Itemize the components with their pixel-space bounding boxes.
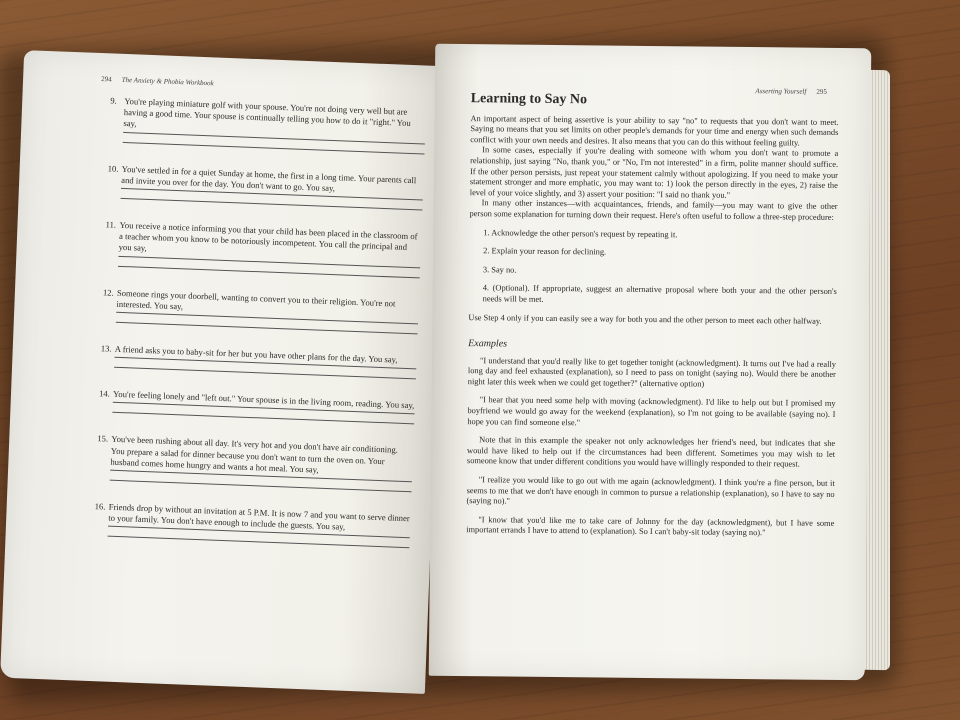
answer-line[interactable] [118, 265, 420, 278]
answer-line[interactable] [116, 322, 418, 335]
answer-line[interactable] [108, 536, 410, 549]
exercise-text: You receive a notice informing you that your child has been placed in the classroom of a teacher whom you know to be notoriously incompetent. You call the principal and you say, [118, 219, 418, 254]
procedure-step: 3. Say no. [482, 264, 517, 275]
answer-line[interactable] [110, 480, 412, 493]
intro-paragraph: In some cases, especially if you're dealing with someone with whom you don't want to promote a relationship, just saying "No, thank you," or "No, I'm not interested" in a firm, polite manner should suffice. If the other person persists, just repeat your statement calmly without apologizing. If you need to make your statement stronger and more emphatic, you may want to: 1) look the person directly in the eyes, 2) raise the level of your voice slightly, and 3) assert your position: "I said no thank you." [469, 145, 839, 200]
example-paragraph: "I hear that you need some help with moving (acknowledgment). I'd like to help out but I promised my boyfriend we would go away for the weekend (explanation), so I'm not going to be available (saying no). I hope you can find someone else." [467, 395, 836, 427]
three-step-procedure [483, 228, 838, 309]
right-page-number: 295 [816, 87, 827, 96]
right-running-head [755, 87, 826, 96]
procedure-step: 2. Explain your reason for declining. [483, 246, 607, 257]
note-paragraph: Note that in this example the speaker not only acknowledges her friend's need, but indicates that she would have liked to help out if the circumstances had been different. Sometimes you may wish to let someone know that under different conditions you would have willingly responded to their request. [466, 435, 836, 470]
exercise-item [102, 287, 419, 335]
exercise-list [93, 95, 427, 569]
exercise-number: 9. [110, 95, 117, 106]
step4-note: Use Step 4 only if you can easily see a way for both you and the other person to meet each other halfway. [468, 312, 822, 326]
exercise-number: 10. [107, 162, 119, 174]
examples-heading: Examples [468, 338, 508, 350]
exercise-number: 12. [102, 286, 114, 298]
example-paragraph: "I understand that you'd really like to get together tonight (acknowledgment). It turns out I've had a really long day and feel exhausted (explanation), so I need to pass on tonight (saying no). Would there be another night later this week when we could get together?" (alternative option) [467, 355, 837, 389]
answer-line[interactable] [114, 367, 416, 380]
exercise-item [107, 163, 424, 211]
exercise-item [109, 95, 427, 154]
left-running-head [101, 75, 214, 87]
exercise-text: Someone rings your doorbell, wanting to convert you to their religion. You're not interested. You say, [116, 287, 396, 312]
exercise-text: You've settled in for a quiet Sunday at home, the first in a long time. Your parents call and invite you over for the day. You don't want to go. You say, [121, 163, 417, 193]
exercise-item [94, 501, 411, 549]
exercise-number: 11. [105, 219, 117, 230]
right-running-title: Asserting Yourself [755, 87, 807, 96]
exercise-number: 15. [97, 433, 109, 445]
exercise-text: A friend asks you to baby-sit for her but you have other plans for the day. You say, [114, 343, 398, 365]
example-paragraph: "I know that you'd like me to take care of Johnny for the day (acknowledgment), but I have some important errands I have to attend to (explanation). So I can't baby-sit today (saying no)." [466, 515, 835, 538]
answer-line[interactable] [123, 142, 425, 155]
procedure-step: 1. Acknowledge the other person's request by repeating it. [483, 227, 678, 239]
exercise-item [100, 343, 417, 379]
right-page [429, 44, 872, 681]
procedure-step: 4. (Optional). If appropriate, suggest an alternative proposal where both your and the other person's needs will be met. [482, 283, 837, 304]
exercise-number: 14. [98, 388, 111, 399]
exercise-text: You're feeling lonely and "left out." Your spouse is in the living room, reading. You say, [112, 388, 415, 411]
left-running-title: The Anxiety & Phobia Workbook [121, 75, 214, 88]
exercise-number: 16. [94, 501, 106, 512]
example-paragraph: "I realize you would like to go out with me again (acknowledgment). I think you're a fine person, but it seems to me that we don't have enough in common to pursue a relationship (explanation), so I have to say no (saying no)." [466, 475, 835, 506]
answer-line[interactable] [112, 412, 414, 425]
intro-paragraph: An important aspect of being assertive is your ability to say "no" to requests that you don't want to meet. Saying no means that you set limits on other people's demands for your time and energy when such demands conflict with your own needs and desires. It also means that you can do this without feeling guilty. [470, 113, 839, 148]
exercise-item [98, 388, 415, 424]
section-title: Learning to Say No [470, 91, 588, 108]
exercise-item [104, 219, 422, 278]
exercise-item [96, 434, 414, 493]
left-page-number: 294 [101, 75, 112, 84]
intro-paragraph: In many other instances—with acquaintances, friends, and family—you may want to give the other person some explanation for turning down their request. Here's often useful to follow a three-step procedure: [469, 198, 838, 222]
exercise-number: 13. [100, 343, 112, 354]
exercise-text: You've been rushing about all day. It's very hot and you don't have air conditioning. You prepare a salad for dinner because you don't want to turn the oven on. Your husband comes home hungry and wants a hot meal. You say, [110, 434, 399, 475]
left-page [0, 50, 449, 694]
exercise-text: You're playing miniature golf with your spouse. You're not doing very well but are having a good time. Your spouse is continually telling you how to do it "right." You say, [123, 95, 411, 129]
answer-line[interactable] [121, 198, 423, 211]
exercise-text: Friends drop by without an invitation at 5 P.M. It is now 7 and you want to serve dinner to your family. You don't have enough to include the guests. You say, [108, 501, 410, 532]
